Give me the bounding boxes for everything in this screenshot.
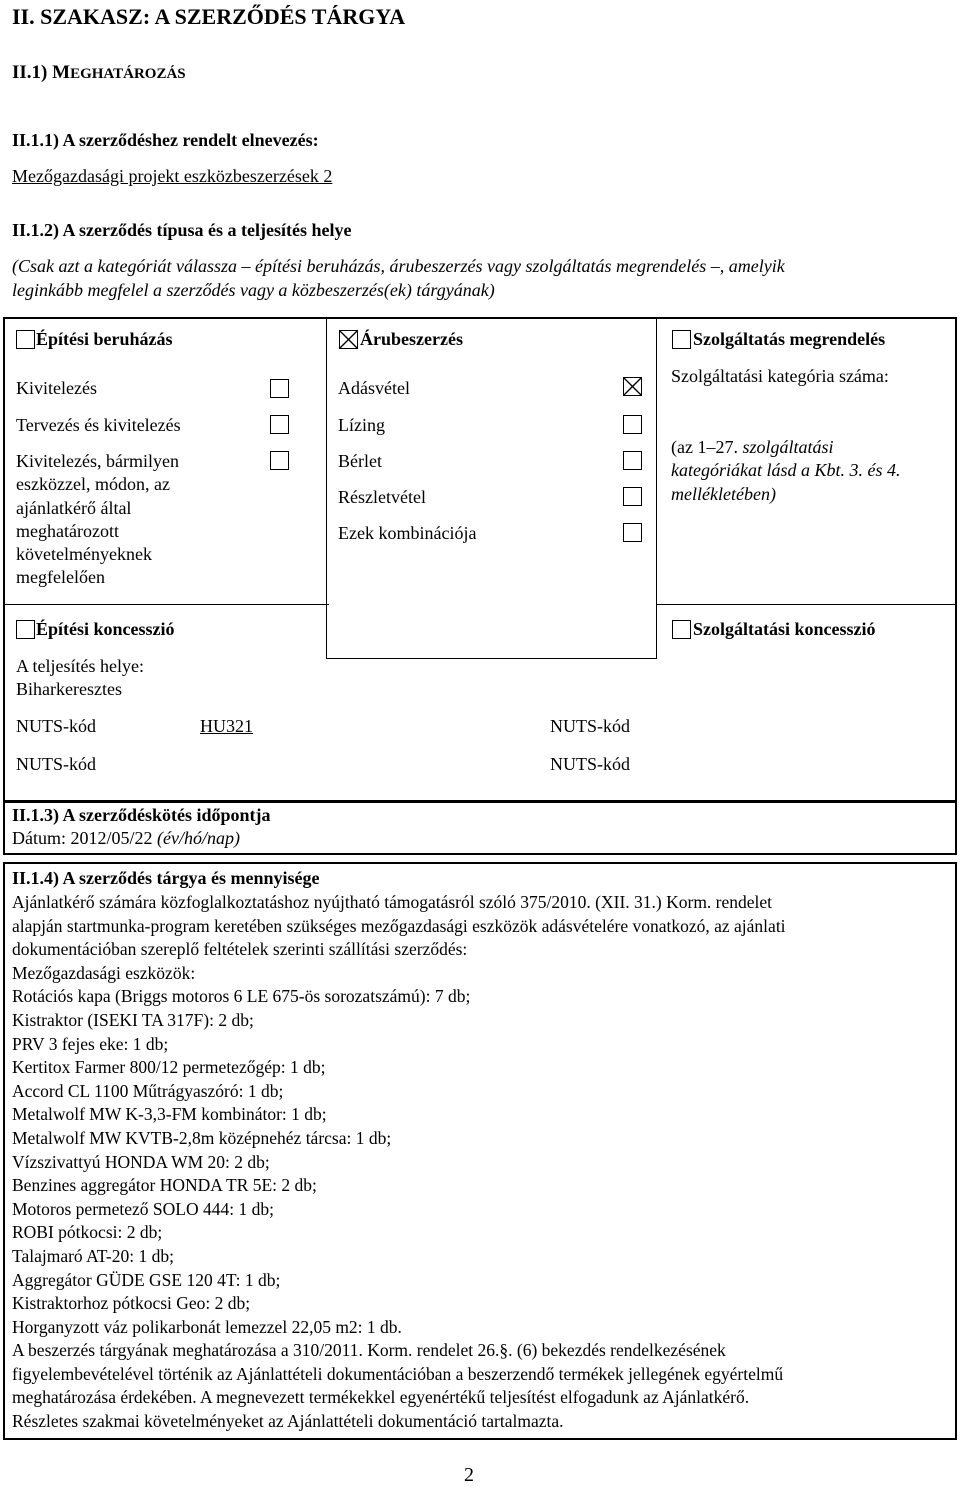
subject-line: alapján startmunka-program keretében szükséges mezőgazdasági eszközök adásvételére vonatkozó, az ajánlati bbox=[12, 915, 786, 936]
supplies-option-hire-purchase-checkbox[interactable] bbox=[623, 487, 642, 506]
subject-line: Talajmaró AT-20: 1 db; bbox=[12, 1245, 174, 1266]
subject-line: Mezőgazdasági eszközök: bbox=[12, 962, 196, 983]
subject-line: Vízszivattyú HONDA WM 20: 2 db; bbox=[12, 1151, 270, 1172]
divider bbox=[656, 317, 657, 659]
section-title: II. SZAKASZ: A SZERZŐDÉS TÁRGYA bbox=[12, 4, 406, 29]
contract-type-note-1: (Csak azt a kategóriát válassza – építési beruházás, árubeszerzés vagy szolgáltatás megrendelés –, amelyik bbox=[12, 256, 785, 276]
subject-line: Aggregátor GÜDE GSE 120 4T: 1 db; bbox=[12, 1269, 281, 1290]
subject-line: PRV 3 fejes eke: 1 db; bbox=[12, 1033, 169, 1054]
check-cross-icon bbox=[624, 378, 641, 395]
works-concession-checkbox[interactable] bbox=[16, 620, 35, 639]
services-category-note: (az 1–27. szolgáltatási kategóriákat lásd a Kbt. 3. és 4. mellékletében) bbox=[671, 437, 901, 504]
supplies-option-hire-purchase: Részletvétel bbox=[338, 487, 426, 507]
check-cross-icon bbox=[340, 331, 357, 348]
subject-line: Ajánlatkérő számára közfoglalkoztatáshoz nyújtható támogatásról szóló 375/2010. (XII. 31.) Korm. rendelet bbox=[12, 892, 773, 912]
works-option-design-execution: Tervezés és kivitelezés bbox=[16, 415, 181, 435]
supplies-option-purchase: Adásvétel bbox=[338, 378, 410, 398]
subject-line: Kistraktor (ISEKI TA 317F): 2 db; bbox=[12, 1009, 254, 1030]
services-concession-checkbox[interactable] bbox=[672, 620, 691, 639]
supplies-option-leasing-checkbox[interactable] bbox=[623, 415, 642, 434]
supplies-checkbox[interactable] bbox=[339, 330, 358, 349]
contract-type-note-2: leginkább megfelel a szerződés vagy a közbeszerzés(ek) tárgyának) bbox=[12, 280, 495, 300]
nuts-label-1: NUTS-kód bbox=[16, 716, 96, 736]
subject-line: dokumentációban szereplő feltételek szerinti szállítási szerződés: bbox=[12, 939, 468, 960]
nuts-value: HU321 bbox=[200, 716, 253, 736]
works-option-execution-checkbox[interactable] bbox=[270, 379, 289, 398]
subject-line: Accord CL 1100 Műtrágyaszóró: 1 db; bbox=[12, 1080, 284, 1101]
award-date-line: Dátum: 2012/05/22 (év/hó/nap) bbox=[12, 828, 240, 848]
divider bbox=[326, 317, 327, 659]
supplies-option-combination-checkbox[interactable] bbox=[623, 523, 642, 542]
place-value: Biharkeresztes bbox=[16, 679, 122, 699]
subject-line: Horganyzott váz polikarbonát lemezzel 22,05 m2: 1 db. bbox=[12, 1316, 402, 1337]
subject-line: A beszerzés tárgyának meghatározása a 310/2011. Korm. rendelet 26.§. (6) bekezdés rendelkezésének bbox=[12, 1340, 726, 1361]
subject-line: meghatározása érdekében. A megnevezett termékekkel egyenértékű teljesítést elfogadunk az Ajánlatkérő. bbox=[12, 1387, 750, 1408]
subject-line: figyelembevételével történik az Ajánlattételi dokumentációban a beszerzendő termékek jellegének egyértelmű bbox=[12, 1363, 784, 1384]
supplies-option-combination: Ezek kombinációja bbox=[338, 523, 477, 543]
works-label: Építési beruházás bbox=[36, 329, 173, 349]
supplies-option-purchase-checkbox[interactable] bbox=[623, 377, 642, 396]
services-label: Szolgáltatás megrendelés bbox=[693, 329, 886, 349]
subject-line: Metalwolf MW K-3,3-FM kombinátor: 1 db; bbox=[12, 1104, 327, 1125]
nuts-label-2: NUTS-kód bbox=[550, 716, 630, 736]
contract-name-value: Mezőgazdasági projekt eszközbeszerzések 2 bbox=[12, 166, 333, 186]
divider bbox=[326, 658, 657, 659]
subject-line: ROBI pótkocsi: 2 db; bbox=[12, 1222, 163, 1243]
subject-line: Metalwolf MW KVTB-2,8m középnehéz tárcsa: 1 db; bbox=[12, 1127, 392, 1148]
works-option-any-means-checkbox[interactable] bbox=[270, 451, 289, 470]
subject-heading: II.1.4) A szerződés tárgya és mennyisége bbox=[12, 868, 320, 888]
services-checkbox[interactable] bbox=[672, 330, 691, 349]
subject-text bbox=[12, 891, 786, 1434]
contract-type-heading: II.1.2) A szerződés típusa és a teljesítés helye bbox=[12, 220, 352, 240]
contract-name-heading: II.1.1) A szerződéshez rendelt elnevezés: bbox=[12, 130, 319, 150]
works-checkbox[interactable] bbox=[16, 330, 35, 349]
works-option-design-execution-checkbox[interactable] bbox=[270, 415, 289, 434]
works-option-execution: Kivitelezés bbox=[16, 378, 97, 398]
subject-line: Kertitox Farmer 800/12 permetezőgép: 1 db; bbox=[12, 1057, 326, 1078]
subject-line: Rotációs kapa (Briggs motoros 6 LE 675-ös sorozatszámú): 7 db; bbox=[12, 986, 471, 1007]
nuts-label-3: NUTS-kód bbox=[16, 754, 96, 774]
subject-line: Benzines aggregátor HONDA TR 5E: 2 db; bbox=[12, 1175, 317, 1196]
page-number: 2 bbox=[464, 1464, 474, 1486]
subsection-title: II.1) MEGHATÁROZÁS bbox=[12, 62, 186, 83]
supplies-option-leasing: Lízing bbox=[338, 415, 385, 435]
supplies-option-rental: Bérlet bbox=[338, 451, 382, 471]
nuts-label-4: NUTS-kód bbox=[550, 754, 630, 774]
services-concession-label: Szolgáltatási koncesszió bbox=[693, 619, 876, 639]
divider bbox=[656, 604, 957, 605]
subject-line: Kistraktorhoz pótkocsi Geo: 2 db; bbox=[12, 1293, 251, 1314]
services-category-label: Szolgáltatási kategória száma: bbox=[671, 366, 889, 386]
works-option-any-means: Kivitelezés, bármilyen eszközzel, módon, az ajánlatkérő által meghatározott követelményeknek megfelelően bbox=[16, 451, 179, 588]
supplies-label: Árubeszerzés bbox=[360, 329, 463, 349]
award-date-heading: II.1.3) A szerződéskötés időpontja bbox=[12, 805, 271, 825]
works-concession-label: Építési koncesszió bbox=[36, 619, 175, 639]
subject-line: Részletes szakmai követelményeket az Ajánlattételi dokumentáció tartalmazta. bbox=[12, 1411, 564, 1432]
subject-line: Motoros permetező SOLO 444: 1 db; bbox=[12, 1198, 274, 1219]
place-label: A teljesítés helye: bbox=[16, 656, 144, 676]
divider bbox=[3, 604, 329, 605]
supplies-option-rental-checkbox[interactable] bbox=[623, 451, 642, 470]
